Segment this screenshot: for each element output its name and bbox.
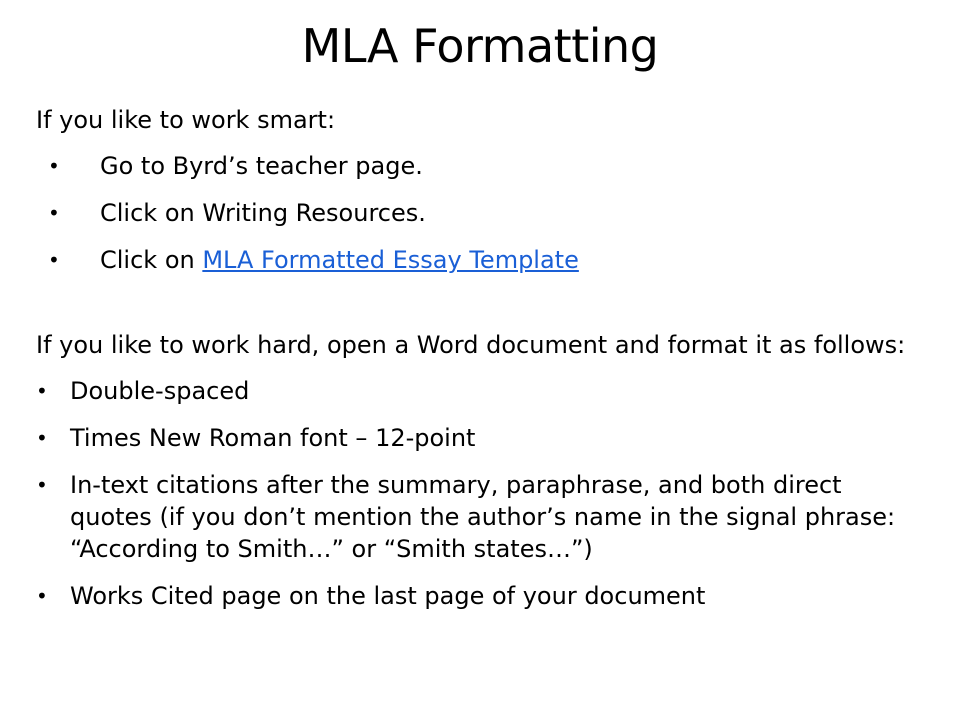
list-item-text: In-text citations after the summary, paraphrase, and both direct quotes (if you don’t mention the author’s name in the signal phrase: “According to Smith…” or “Smith states…”) xyxy=(70,471,896,563)
bullet-icon: • xyxy=(36,379,48,403)
slide-title: MLA Formatting xyxy=(301,19,659,73)
mla-template-link[interactable]: MLA Formatted Essay Template xyxy=(202,246,579,274)
list-item xyxy=(36,469,926,565)
list-item xyxy=(36,150,926,182)
bullet-icon: • xyxy=(36,426,48,450)
list-item-text: Times New Roman font – 12-point xyxy=(70,424,476,452)
list-item xyxy=(36,244,926,276)
list-item-text: Click on Writing Resources. xyxy=(100,199,426,227)
list-item xyxy=(36,422,926,454)
list-item xyxy=(36,197,926,229)
list-item-text xyxy=(36,244,926,276)
bullet-icon: • xyxy=(48,248,60,272)
list-item xyxy=(36,375,926,407)
bullet-icon: • xyxy=(48,201,60,225)
smart-steps-list xyxy=(36,150,926,276)
list-item-text: Works Cited page on the last page of your document xyxy=(70,582,706,610)
bullet-icon: • xyxy=(36,584,48,608)
slide-body xyxy=(36,104,926,627)
list-item-text: Go to Byrd’s teacher page. xyxy=(100,152,423,180)
hard-intro: If you like to work hard, open a Word document and format it as follows: xyxy=(36,331,906,359)
bullet-icon: • xyxy=(48,154,60,178)
bullet-icon: • xyxy=(36,473,48,497)
list-item-prefix: Click on xyxy=(100,246,203,274)
list-item xyxy=(36,580,926,612)
list-item-text: Double-spaced xyxy=(70,377,250,405)
smart-intro: If you like to work smart: xyxy=(36,106,336,134)
format-requirements-list xyxy=(36,375,926,612)
